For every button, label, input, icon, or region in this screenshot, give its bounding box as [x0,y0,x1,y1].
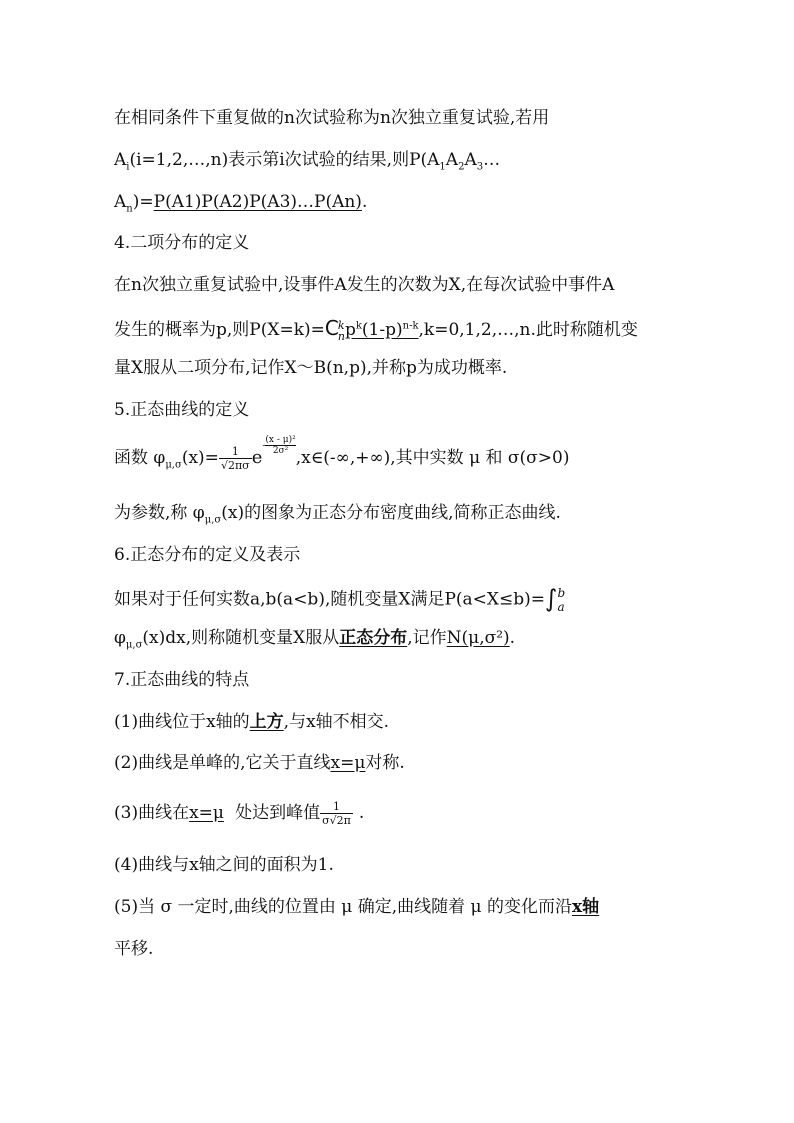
text: φ [114,628,126,648]
subscript: μ,σ [165,459,182,471]
combination-n: n [337,329,345,343]
text: A [445,150,459,170]
text: (3)曲线在 [114,803,190,823]
text: (x)= [181,448,219,468]
section-7-title [114,668,249,692]
text: (1-p) [361,320,403,340]
heading: 6.正态分布的定义及表示 [114,545,301,565]
independent-trials-line-2 [114,148,500,172]
subscript: 3 [476,161,484,173]
property-4 [114,853,334,877]
subscript: n [126,203,133,215]
property-5-line-1 [114,895,599,919]
text: . [509,628,516,648]
fraction-denominator: σ√2π [322,814,351,827]
integral-upper: b [557,586,566,600]
text: 量X服从二项分布,记作X～B(n,p),并称p为成功概率. [114,358,508,378]
independence-product-answer: P(A1)P(A2)P(A3)…P(An) [153,192,362,212]
text: 发生的概率为p,则P(X=k)= [114,320,325,340]
fraction-numerator: 1 [320,800,353,814]
text: (x)dx,则称随机变量X服从 [142,628,340,648]
text: 在n次独立重复试验中,设事件A发生的次数为X,在每次试验中事件A [114,275,615,295]
fraction-numerator: 1 [219,445,252,459]
text: )= [132,192,154,212]
superscript: k [355,320,362,332]
binomial-probability-answer [345,320,419,340]
integral-lower: a [557,600,565,614]
exponent-denominator: 2σ² [272,446,289,456]
normal-notation-answer: N(μ,σ²) [446,628,510,648]
translation-axis-answer: x轴 [572,897,600,917]
exponent-fraction: - $\frac{\text{(x - μ)²}}{\text{2σ²}}$ [262,435,296,456]
binomial-line-1 [114,273,614,297]
superscript: n-k [402,320,419,332]
independent-trials-line-3 [114,190,367,214]
text: 为参数,称 φ [114,503,205,523]
text: (5)当 σ 一定时,曲线的位置由 μ 确定,曲线随着 μ 的变化而沿 [114,897,573,917]
text: . [358,803,365,823]
property-2 [114,751,405,775]
subscript: 2 [458,161,465,173]
normal-curve-line-2 [114,501,561,525]
normal-distribution-answer: 正态分布 [339,628,408,648]
section-5-title [114,398,249,422]
density-coefficient-fraction [219,445,252,472]
integral-sign: ∫ [545,584,558,613]
section-4-title [114,231,249,255]
text: 在相同条件下重复做的n次试验称为n次独立重复试验,若用 [114,108,550,128]
text: 处达到峰值 [235,803,321,823]
text: . [361,192,368,212]
binomial-line-3 [114,356,507,380]
subscript: i [126,161,130,173]
section-6-title [114,543,300,567]
property-3 [114,800,364,827]
subscript: μ,σ [204,514,222,526]
text: p [344,320,356,340]
text: 如果对于任何实数a,b(a<b),随机变量X满足P(a<X≤b)= [114,589,546,610]
heading: 5.正态曲线的定义 [114,400,250,420]
normal-curve-line-1 [114,435,570,472]
text: A [464,150,477,170]
heading: 7.正态曲线的特点 [114,670,250,690]
text: ,记作 [407,628,447,648]
independent-trials-line-1 [114,106,549,130]
text: 对称. [365,753,405,773]
combination-indices [338,320,345,342]
exponential-e: e [251,447,263,468]
normal-distribution-line-1 [114,586,565,614]
text: ,与x轴不相交. [283,712,390,732]
subscript: 1 [439,161,446,173]
peak-value-fraction [320,800,353,827]
combination-symbol: C [324,316,339,340]
text: ,x∈(-∞,+∞),其中实数 μ 和 σ(σ>0) [295,448,570,468]
text: (i=1,2,…,n)表示第i次试验的结果,则P(A [129,150,440,170]
integral-limits [558,586,566,614]
text: ,k=0,1,2,…,n.此时称随机变 [418,320,638,340]
text: 函数 φ [114,448,166,468]
subscript: μ,σ [125,639,143,651]
text: A [114,150,127,170]
text: (4)曲线与x轴之间的面积为1. [114,855,334,875]
symmetry-axis-answer: x=μ [330,753,366,773]
binomial-line-2 [114,316,638,342]
text: 平移. [114,939,154,959]
text: (2)曲线是单峰的,它关于直线 [114,753,331,773]
combination-k: k [337,318,345,332]
text: (1)曲线位于x轴的 [114,712,250,732]
text: … [483,150,501,170]
fraction-denominator: √2πσ [220,459,250,472]
normal-distribution-line-2 [114,626,515,650]
above-answer: 上方 [249,712,284,732]
peak-location-answer: x=μ [189,803,224,823]
heading: 4.二项分布的定义 [114,233,250,253]
property-5-line-2 [114,937,153,961]
property-1 [114,710,389,734]
text: (x)的图象为正态分布密度曲线,简称正态曲线. [221,503,561,523]
text: A [114,192,127,212]
exponent-numerator: (x - μ)² [265,435,296,445]
